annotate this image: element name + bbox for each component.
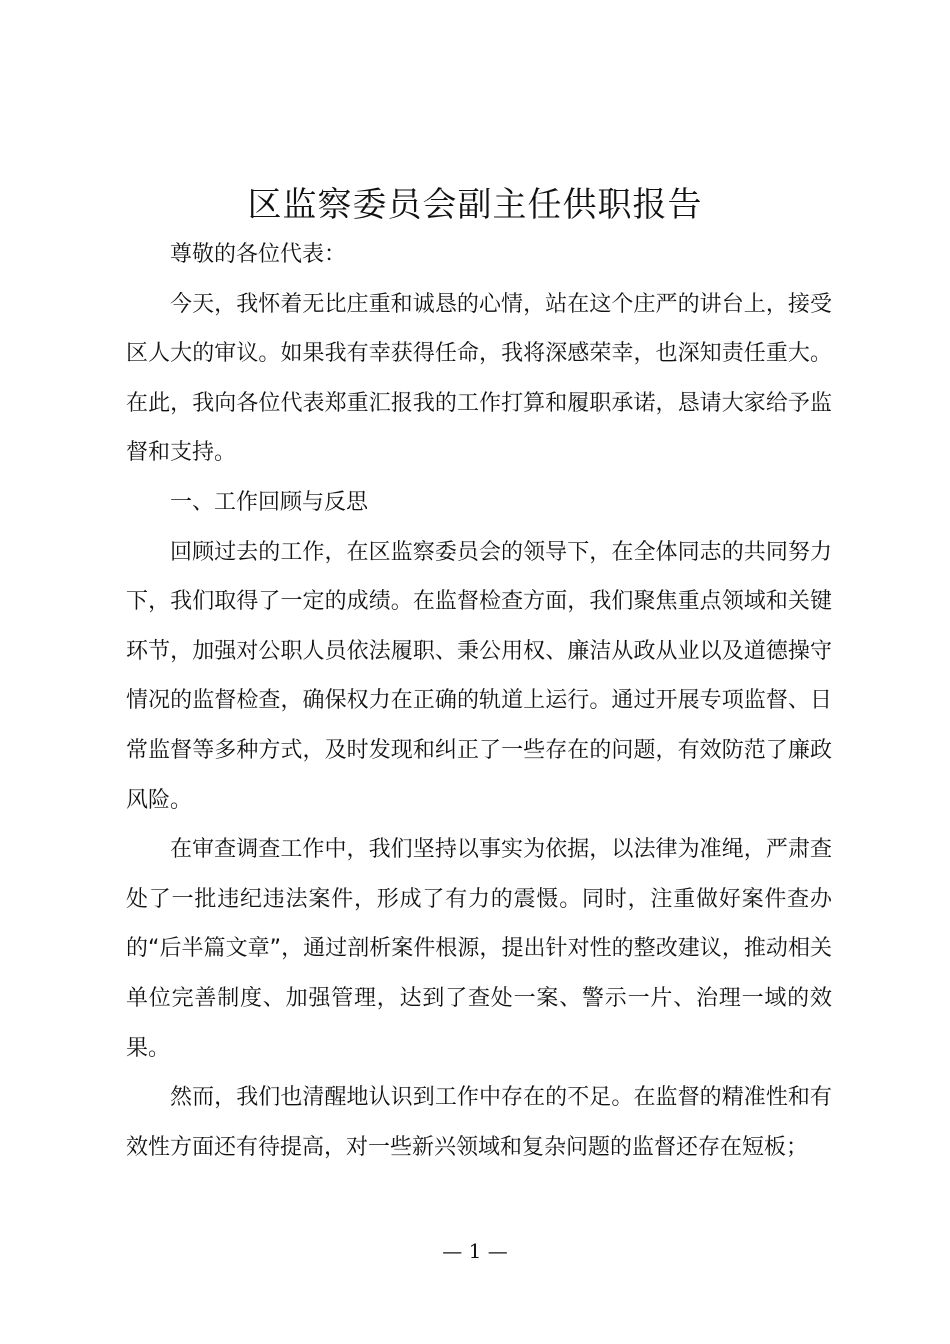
document-title: 区监察委员会副主任供职报告 [247,185,703,225]
salutation-paragraph: 尊敬的各位代表： [170,242,347,267]
review-paragraph: 回顾过去的工作，在区监察委员会的领导下，在全体同志的共同努力下，我们取得了一定的成绩。在监督检查方面，我们聚焦重点领域和关键环节，加强对公职人员依法履职、秉公用权、廉洁从政从业以及道德操守情况的监督检查，确保权力在正确的轨道上运行。通过开展专项监督、日常监督等多种方式，及时发现和纠正了一些存在的问题，有效防范了廉政风险。 [126,539,832,813]
shortcomings-paragraph: 然而，我们也清醒地认识到工作中存在的不足。在监督的精准性和有效性方面还有待提高，对一些新兴领域和复杂问题的监督还存在短板； [126,1085,832,1160]
page-number: — 1 — [442,1239,508,1263]
document-body [126,230,832,1172]
investigation-paragraph: 在审查调查工作中，我们坚持以事实为依据，以法律为准绳，严肃查处了一批违纪违法案件，形成了有力的震慑。同时，注重做好案件查办的“后半篇文章”，通过剖析案件根源，提出针对性的整改建议，推动相关单位完善制度、加强管理，达到了查处一案、警示一片、治理一域的效果。 [126,837,832,1061]
section-heading: 一、工作回顾与反思 [170,489,369,515]
intro-paragraph: 今天，我怀着无比庄重和诚恳的心情，站在这个庄严的讲台上，接受区人大的审议。如果我有幸获得任命，我将深感荣幸，也深知责任重大。在此，我向各位代表郑重汇报我的工作打算和履职承诺，恳请大家给予监督和支持。 [126,291,832,466]
